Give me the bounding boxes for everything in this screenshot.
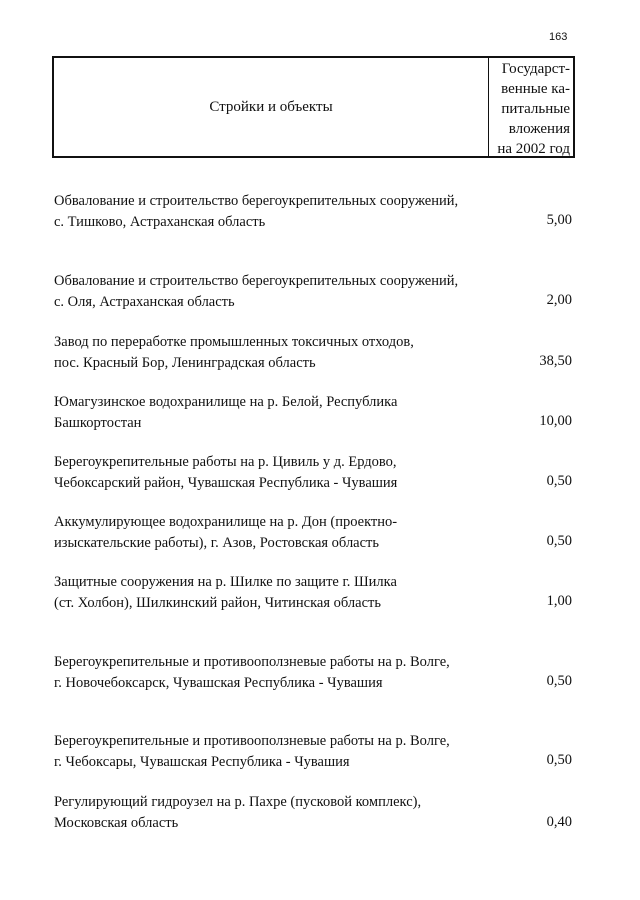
page-number: 163 xyxy=(549,31,568,43)
row-name xyxy=(54,271,484,313)
row-name-line: Защитные сооружения на р. Шилке по защите г. Шилка xyxy=(54,574,397,590)
header-objects-column: Стройки и объекты xyxy=(54,58,489,156)
row-name xyxy=(54,332,484,374)
row-value: 38,50 xyxy=(539,353,572,369)
row-value: 0,50 xyxy=(546,533,572,549)
row-name-line: Завод по переработке промышленных токсичных отходов, xyxy=(54,334,414,350)
row-value: 10,00 xyxy=(539,413,572,429)
header-investment-line: Государст- xyxy=(501,61,570,77)
row-name-line: Чебоксарский район, Чувашская Республика - Чувашия xyxy=(54,475,398,491)
row-name-line: Берегоукрепительные и противооползневые работы на р. Волге, xyxy=(54,733,450,749)
header-investment-line: на 2002 год xyxy=(497,141,570,156)
header-investment-column xyxy=(489,58,573,156)
table-row xyxy=(54,392,574,452)
header-investment-line: питальные xyxy=(501,101,570,117)
row-name-line: (ст. Холбон), Шилкинский район, Читинская область xyxy=(54,595,381,611)
row-name xyxy=(54,392,484,434)
row-value: 5,00 xyxy=(546,212,572,228)
row-name-line: Обвалование и строительство берегоукрепительных сооружений, xyxy=(54,273,459,289)
row-value: 0,50 xyxy=(546,752,572,768)
row-name xyxy=(54,572,484,614)
row-name xyxy=(54,731,484,773)
table-row xyxy=(54,652,574,712)
row-name xyxy=(54,512,484,554)
row-value: 0,50 xyxy=(546,673,572,689)
header-investment-line: венные ка- xyxy=(501,81,570,97)
row-name-line: Башкортостан xyxy=(54,415,142,431)
row-value: 0,40 xyxy=(546,814,572,830)
table-row xyxy=(54,271,574,331)
table-row xyxy=(54,572,574,632)
row-name-line: Берегоукрепительные работы на р. Цивиль у д. Ердово, xyxy=(54,454,397,470)
table-row xyxy=(54,191,574,251)
row-name xyxy=(54,792,484,834)
row-name-line: Регулирующий гидроузел на р. Пахре (пусковой комплекс), xyxy=(54,794,422,810)
table-row xyxy=(54,792,574,852)
table-row xyxy=(54,452,574,512)
header-investment-line: вложения xyxy=(508,121,570,137)
row-value: 2,00 xyxy=(546,292,572,308)
row-name-line: изыскательские работы), г. Азов, Ростовская область xyxy=(54,535,379,551)
row-name-line: Обвалование и строительство берегоукрепительных сооружений, xyxy=(54,193,459,209)
row-value: 1,00 xyxy=(546,593,572,609)
row-name xyxy=(54,452,484,494)
row-name-line: г. Новочебоксарск, Чувашская Республика - Чувашия xyxy=(54,675,383,691)
table-row xyxy=(54,332,574,392)
table-row xyxy=(54,731,574,791)
row-name-line: Аккумулирующее водохранилище на р. Дон (проектно- xyxy=(54,514,398,530)
row-name xyxy=(54,191,484,233)
row-name-line: с. Оля, Астраханская область xyxy=(54,294,235,310)
row-name-line: пос. Красный Бор, Ленинградская область xyxy=(54,355,316,371)
row-name-line: с. Тишково, Астраханская область xyxy=(54,214,266,230)
row-name xyxy=(54,652,484,694)
row-value: 0,50 xyxy=(546,473,572,489)
table-row xyxy=(54,512,574,572)
row-name-line: Берегоукрепительные и противооползневые работы на р. Волге, xyxy=(54,654,450,670)
row-name-line: Юмагузинское водохранилище на р. Белой, Республика xyxy=(54,394,398,410)
row-name-line: Московская область xyxy=(54,815,179,831)
table-header xyxy=(52,56,575,158)
row-name-line: г. Чебоксары, Чувашская Республика - Чувашия xyxy=(54,754,350,770)
